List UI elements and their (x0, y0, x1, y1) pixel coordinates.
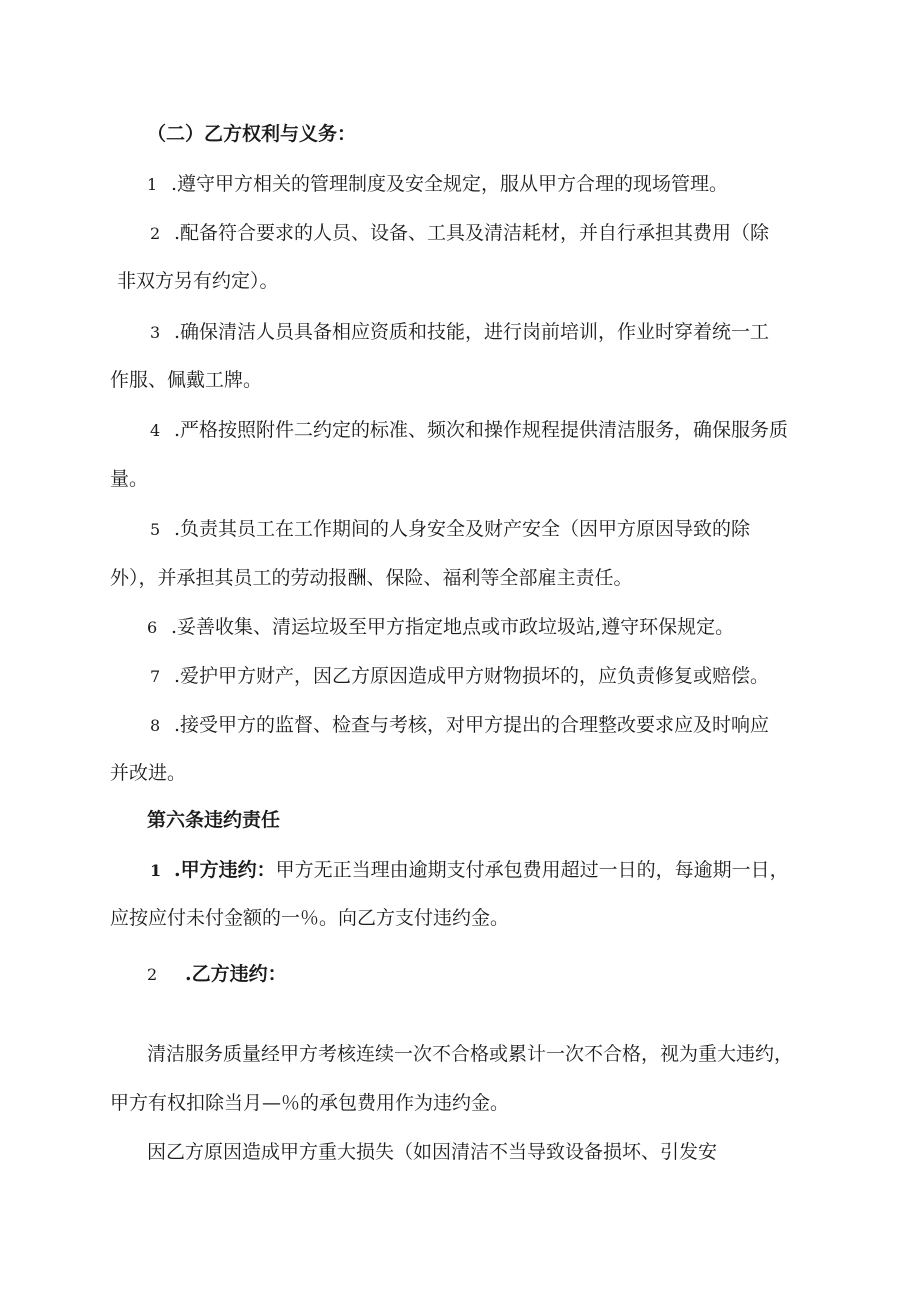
item-number: 2 (147, 965, 158, 984)
item-number: 1 (150, 861, 162, 880)
breach-party-b (147, 962, 287, 987)
list-item (150, 320, 769, 345)
item-number: 6 (147, 618, 158, 637)
breach-text: 甲方无正当理由逾期支付承包费用超过一日的，每逾期一日， (275, 859, 789, 881)
list-item (150, 221, 769, 246)
item-number: 8 (150, 716, 161, 735)
list-item (150, 713, 769, 738)
list-item (150, 664, 769, 689)
item-text: .确保清洁人员具备相应资质和技能，进行岗前培训，作业时穿着统一工 (174, 321, 770, 343)
item-number: 4 (150, 421, 161, 440)
item-text-cont: 作服、佩戴工牌。 (110, 369, 263, 391)
item-number: 3 (150, 323, 161, 342)
item-number: 7 (150, 667, 161, 686)
breach-label: .乙方违约： (185, 963, 287, 985)
list-item (147, 172, 728, 197)
item-text: .妥善收集、清运垃圾至甲方指定地点或市政垃圾站,遵守环保规定。 (171, 616, 735, 638)
item-text: .配备符合要求的人员、设备、工具及清洁耗材，并自行承担其费用（除 (174, 222, 770, 244)
list-item (147, 615, 734, 640)
breach-label: .甲方违约： (174, 859, 276, 881)
item-text: .负责其员工在工作期间的人身安全及财产安全（因甲方原因导致的除 (174, 518, 751, 540)
item-text: .爱护甲方财产，因乙方原因造成甲方财物损坏的，应负责修复或赔偿。 (174, 665, 770, 687)
item-text: .遵守甲方相关的管理制度及安全规定，服从甲方合理的现场管理。 (171, 173, 729, 195)
item-text-cont: 外），并承担其员工的劳动报酬、保险、福利等全部雇主责任。 (110, 567, 633, 589)
list-item (150, 418, 788, 443)
item-number: 2 (150, 224, 161, 243)
item-number: 1 (147, 175, 158, 194)
article-title: 第六条违约责任 (147, 809, 281, 831)
paragraph-cont: 甲方有权扣除当月—％的承包费用作为违约金。 (110, 1092, 510, 1114)
item-text: .接受甲方的监督、检查与考核，对甲方提出的合理整改要求应及时响应 (174, 714, 770, 736)
item-text-cont: 量。 (110, 468, 149, 490)
paragraph: 清洁服务质量经甲方考核连续一次不合格或累计一次不合格，视为重大违约， (147, 1043, 794, 1065)
breach-text-cont: 应按应付未付金额的一％。向乙方支付违约金。 (110, 907, 510, 929)
item-text-cont: 非双方另有约定）。 (117, 270, 279, 292)
item-text-cont: 并改进。 (110, 762, 187, 784)
item-number: 5 (150, 520, 161, 539)
section-title: （二）乙方权利与义务： (147, 123, 357, 145)
item-text: .严格按照附件二约定的标准、频次和操作规程提供清洁服务，确保服务质 (174, 419, 789, 441)
paragraph: 因乙方原因造成甲方重大损失（如因清洁不当导致设备损坏、引发安 (147, 1141, 718, 1163)
breach-party-a (150, 858, 789, 883)
list-item (150, 517, 750, 542)
